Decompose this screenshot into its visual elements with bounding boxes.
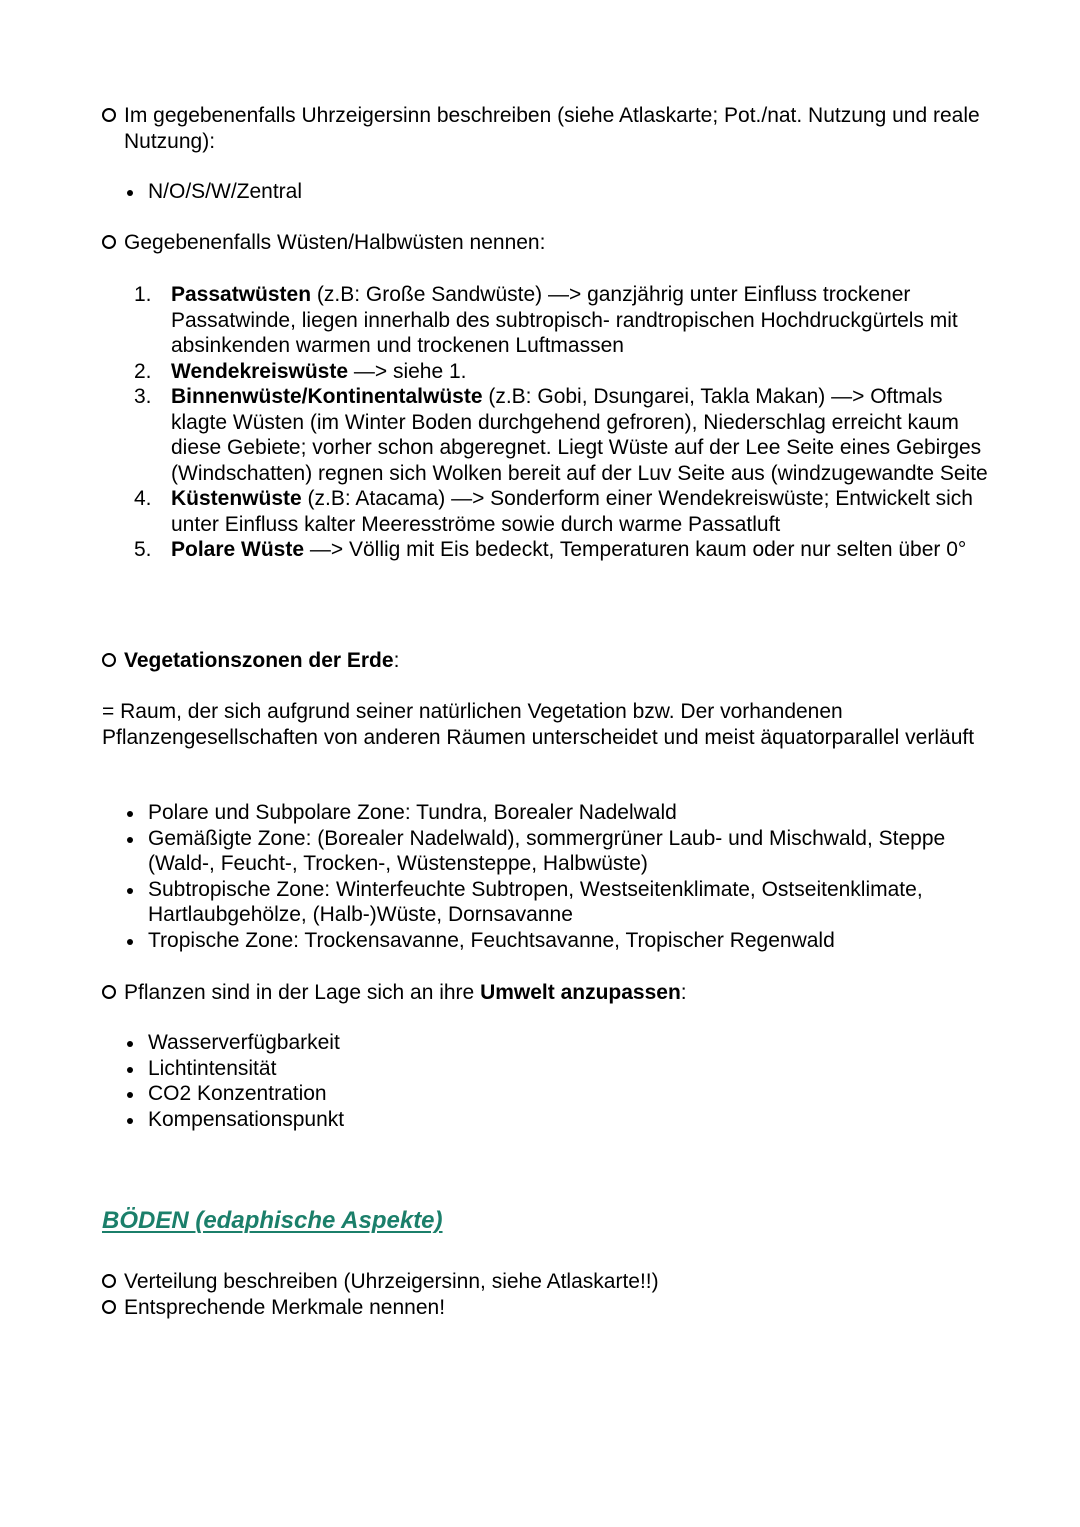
list-item — [120, 826, 990, 877]
item-number: 4. — [134, 487, 152, 510]
list-item — [120, 1056, 990, 1082]
item-term: Küstenwüste — [171, 487, 302, 510]
list-item — [120, 1030, 990, 1056]
item-term: Polare Wüste — [171, 538, 305, 561]
boeden-line-text: Verteilung beschreiben (Uhrzeigersinn, siehe Atlaskarte!!) — [124, 1270, 659, 1293]
vegetation-list — [120, 800, 990, 953]
item-description: (z.B: Gobi, Dsungarei, Takla Makan) —> Oftmals klagte Wüsten (im Winter Boden durchgehend gefroren), Niederschlag erreicht kaum diese Gebiete; vorher schon abgeregnet. Liegt Wüste auf der Lee Seite eines Gebirges (Windschatten) regnen sich Wolken bereit auf der Luv Seite aus (windzugewandte Seite — [171, 385, 988, 485]
list-item-text: Tropische Zone: Trockensavanne, Feuchtsavanne, Tropischer Regenwald — [148, 928, 835, 952]
bullet-dot-icon — [127, 1067, 133, 1073]
item-term: Wendekreiswüste — [171, 359, 349, 383]
circle-bullet-icon — [102, 1300, 116, 1314]
list-item — [120, 800, 990, 826]
anpassung-suffix: : — [680, 981, 687, 1004]
vegetation-definition: = Raum, der sich aufgrund seiner natürlichen Vegetation bzw. Der vorhandenen Pflanzengesellschaften von anderen Räumen unterscheidet und meist äquatorparallel verläuft — [102, 700, 975, 749]
bullet-dot-icon — [127, 1041, 133, 1047]
list-item-text: Polare und Subpolare Zone: Tundra, Borealer Nadelwald — [148, 801, 677, 824]
list-item-text: CO2 Konzentration — [148, 1082, 327, 1105]
bullet-dot-icon — [127, 1092, 133, 1098]
circle-item-verteilung — [102, 1269, 1004, 1295]
list-item — [120, 928, 990, 954]
circle-item-anpassung — [102, 980, 1004, 1006]
circle-bullet-icon — [102, 235, 116, 249]
list-item — [120, 1107, 990, 1133]
wuesten-list — [134, 282, 994, 563]
circle-bullet-icon — [102, 985, 116, 999]
circle-item-uhrzeiger — [102, 103, 1004, 154]
boeden-line-text: Entsprechende Merkmale nennen! — [124, 1296, 446, 1319]
anpassung-prefix: Pflanzen sind in der Lage sich an ihre — [124, 981, 481, 1004]
list-item-text: Lichtintensität — [148, 1056, 277, 1080]
vegetation-title-suffix: : — [393, 649, 400, 672]
circle-item-vegetation — [102, 648, 1004, 674]
circle-bullet-icon — [102, 108, 116, 122]
numbered-item — [134, 537, 994, 563]
item-term: Passatwüsten — [171, 283, 312, 306]
bullet-dot-icon — [127, 811, 133, 817]
anpassung-list — [120, 1030, 990, 1132]
list-item-text: Kompensationspunkt — [148, 1107, 345, 1131]
item-description: —> siehe 1. — [348, 359, 467, 383]
circle-item-wuesten — [102, 230, 1004, 256]
item-term: Binnenwüste/Kontinentalwüste — [171, 385, 483, 408]
vegetation-title: Vegetationszonen der Erde — [124, 649, 394, 672]
bullet-dot-icon — [127, 190, 133, 196]
list-item — [120, 179, 990, 205]
item-number: 1. — [134, 283, 152, 306]
circle-bullet-icon — [102, 653, 116, 667]
numbered-item — [134, 486, 994, 537]
numbered-item — [134, 384, 994, 486]
item-number: 3. — [134, 385, 152, 408]
item-number: 5. — [134, 538, 152, 561]
bullet-dot-icon — [127, 888, 133, 894]
numbered-item — [134, 359, 994, 385]
circle-item-merkmale — [102, 1295, 1004, 1321]
bullet-dot-icon — [127, 1118, 133, 1124]
bullet-dot-icon — [127, 939, 133, 945]
list-item — [120, 877, 990, 928]
section-heading-boeden: BÖDEN (edaphische Aspekte) — [102, 1207, 443, 1234]
anpassung-bold: Umwelt anzupassen — [480, 981, 681, 1004]
item-description: —> Völlig mit Eis bedeckt, Temperaturen kaum oder nur selten über 0° — [304, 538, 967, 561]
bullet-dot-icon — [127, 837, 133, 843]
list-item-text: N/O/S/W/Zentral — [148, 180, 303, 203]
list-item-text: Wasserverfügbarkeit — [148, 1031, 340, 1054]
list-item-text: Subtropische Zone: Winterfeuchte Subtropen, Westseitenklimate, Ostseitenklimate, Hartlaubgehölze, (Halb-)Wüste, Dornsavanne — [148, 877, 923, 926]
uhrzeiger-text: Im gegebenenfalls Uhrzeigersinn beschreiben (siehe Atlaskarte; Pot./nat. Nutzung und reale Nutzung): — [124, 104, 980, 153]
wuesten-text: Gegebenenfalls Wüsten/Halbwüsten nennen: — [124, 231, 546, 254]
item-description: (z.B: Atacama) —> Sonderform einer Wendekreiswüste; Entwickelt sich unter Einfluss kalter Meeresströme sowie durch warme Passatluft — [171, 487, 973, 536]
circle-bullet-icon — [102, 1274, 116, 1288]
item-number: 2. — [134, 359, 152, 383]
uhrzeiger-list — [120, 179, 990, 205]
list-item-text: Gemäßigte Zone: (Borealer Nadelwald), sommergrüner Laub- und Mischwald, Steppe (Wald-, Feucht-, Trocken-, Wüstensteppe, Halbwüste) — [148, 826, 946, 875]
list-item — [120, 1081, 990, 1107]
numbered-item — [134, 282, 994, 359]
item-description: (z.B: Große Sandwüste) —> ganzjährig unter Einfluss trockener Passatwinde, liegen innerhalb des subtropisch- randtropischen Hochdruckgürtels mit absinkenden warmen und trockenen Luftmassen — [171, 283, 958, 357]
